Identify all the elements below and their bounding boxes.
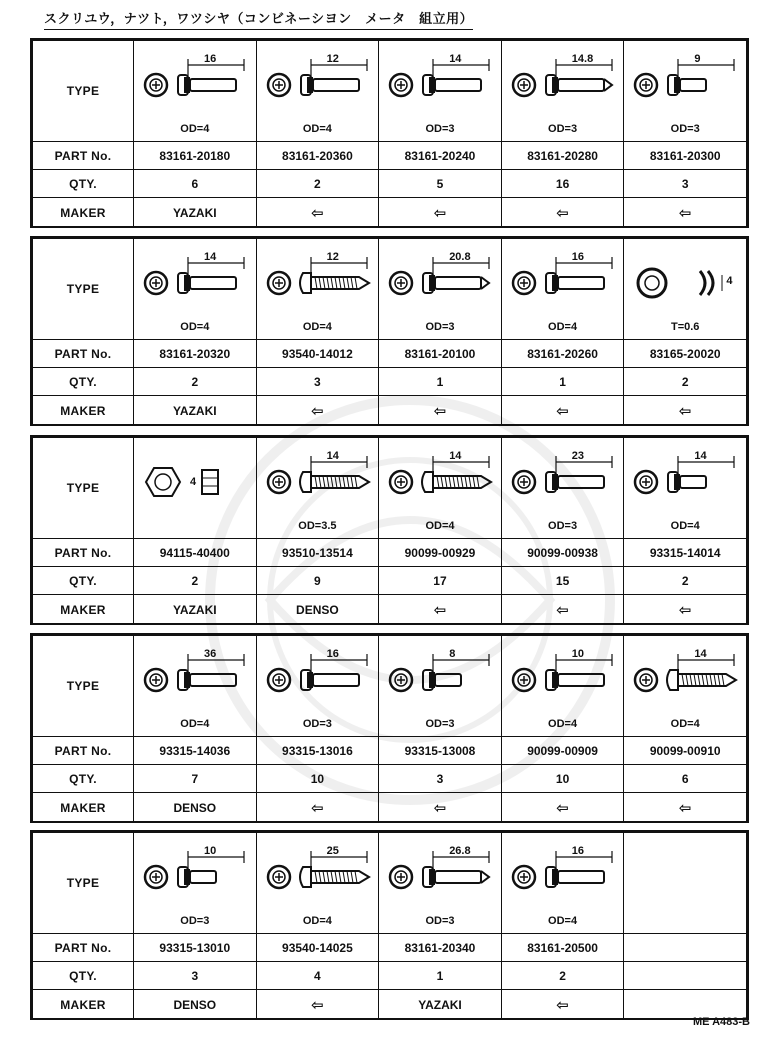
type-cell: [501, 636, 624, 737]
outer-diameter-label: OD=3: [548, 520, 578, 532]
part-number-cell: 90099-00910: [624, 737, 747, 765]
outer-diameter-label: OD=3: [548, 123, 578, 135]
outer-diameter-label: OD=4: [302, 321, 332, 333]
table-row-qty: [33, 962, 747, 990]
maker-cell: [379, 595, 502, 625]
length-dimension-label: 14: [694, 648, 707, 660]
row-label-part-no: PART No.: [33, 340, 134, 368]
table-row-maker: [33, 595, 747, 625]
type-cell: [134, 833, 257, 934]
part-number-cell: 83161-20500: [501, 934, 624, 962]
outer-diameter-label: OD=3: [425, 321, 455, 333]
maker-cell: DENSO: [134, 793, 257, 823]
part-number-cell: 93315-13008: [379, 737, 502, 765]
same-as-left-arrow-icon: ⇦: [678, 799, 692, 817]
table-row-qty: [33, 170, 747, 198]
screw-part-icon: [140, 249, 250, 307]
maker-cell: [379, 396, 502, 426]
length-dimension-label: 26.8: [449, 845, 471, 857]
row-label-part-no: PART No.: [33, 934, 134, 962]
length-dimension-label: 16: [326, 648, 339, 660]
quantity-cell: 10: [256, 765, 379, 793]
same-as-left-arrow-icon: ⇦: [433, 204, 447, 222]
part-number-cell: 83161-20280: [501, 142, 624, 170]
parts-table: [32, 238, 747, 426]
type-cell: [379, 636, 502, 737]
maker-cell: [624, 990, 747, 1020]
outer-diameter-label: OD=4: [425, 520, 455, 532]
outer-diameter-label: OD=4: [180, 718, 210, 730]
type-cell: [256, 438, 379, 539]
length-dimension-label: 9: [694, 53, 701, 65]
length-dimension-label: 14.8: [571, 53, 594, 65]
row-label-part-no: PART No.: [33, 142, 134, 170]
length-dimension-label: 14: [694, 450, 707, 462]
row-label-part-no: PART No.: [33, 539, 134, 567]
length-dimension-label: 16: [204, 53, 217, 65]
outer-diameter-label: OD=3: [425, 123, 455, 135]
parts-block: [30, 435, 749, 625]
pointed-screw-part-icon: [385, 843, 495, 901]
row-label-type: TYPE: [33, 438, 134, 539]
row-label-qty: QTY.: [33, 765, 134, 793]
row-label-qty: QTY.: [33, 368, 134, 396]
maker-cell: DENSO: [256, 595, 379, 625]
parts-block: [30, 38, 749, 228]
maker-cell: [501, 990, 624, 1020]
quantity-cell: 7: [134, 765, 257, 793]
type-cell: [134, 636, 257, 737]
outer-diameter-label: OD=4: [548, 718, 578, 730]
part-number-cell: 90099-00929: [379, 539, 502, 567]
tapping-part-icon: [263, 843, 373, 901]
maker-cell: YAZAKI: [379, 990, 502, 1020]
part-number-cell: [624, 934, 747, 962]
short-screw-part-icon: [630, 448, 740, 506]
table-row-maker: [33, 198, 747, 228]
parts-table: [32, 635, 747, 823]
quantity-cell: 3: [379, 765, 502, 793]
outer-diameter-label: OD=4: [548, 915, 578, 927]
part-number-cell: 93315-14014: [624, 539, 747, 567]
quantity-cell: 1: [379, 962, 502, 990]
maker-cell: [501, 793, 624, 823]
maker-cell: [256, 396, 379, 426]
length-dimension-label: 10: [204, 845, 217, 857]
quantity-cell: 6: [134, 170, 257, 198]
table-row-type: [33, 833, 747, 934]
table-row-qty: [33, 765, 747, 793]
same-as-left-arrow-icon: ⇦: [556, 996, 569, 1014]
part-number-cell: 83161-20180: [134, 142, 257, 170]
table-row-maker: [33, 793, 747, 823]
quantity-cell: 3: [134, 962, 257, 990]
outer-diameter-label: OD=4: [670, 520, 700, 532]
parts-block: [30, 236, 749, 426]
screw-part-icon: [508, 646, 618, 704]
part-number-cell: 90099-00909: [501, 737, 624, 765]
screw-part-icon: [263, 51, 373, 109]
outer-diameter-label: OD=3: [180, 915, 210, 927]
type-cell: [501, 438, 624, 539]
maker-cell: YAZAKI: [134, 198, 257, 228]
same-as-left-arrow-icon: ⇦: [678, 204, 692, 222]
type-cell: [501, 239, 624, 340]
row-label-maker: MAKER: [33, 990, 134, 1020]
type-cell: [256, 41, 379, 142]
type-cell: [134, 41, 257, 142]
screw-part-icon: [385, 51, 495, 109]
row-label-maker: MAKER: [33, 595, 134, 625]
parts-block: [30, 633, 749, 823]
table-row-part-no: [33, 737, 747, 765]
table-row-part-no: [33, 340, 747, 368]
quantity-cell: [624, 962, 747, 990]
maker-cell: YAZAKI: [134, 396, 257, 426]
table-row-maker: [33, 396, 747, 426]
type-cell: [134, 438, 257, 539]
type-cell: [256, 239, 379, 340]
part-number-cell: 83165-20020: [624, 340, 747, 368]
maker-cell: [256, 793, 379, 823]
length-dimension-label: 16: [571, 251, 585, 263]
table-row-maker: [33, 990, 747, 1020]
part-number-cell: 83161-20260: [501, 340, 624, 368]
outer-diameter-label: OD=4: [670, 718, 700, 730]
type-cell: [256, 636, 379, 737]
part-number-cell: 93540-14025: [256, 934, 379, 962]
maker-cell: [624, 198, 747, 228]
type-cell: [379, 833, 502, 934]
maker-cell: [379, 793, 502, 823]
outer-diameter-label: OD=3.5: [298, 520, 337, 532]
part-number-cell: 83161-20240: [379, 142, 502, 170]
outer-diameter-label: OD=3: [425, 915, 455, 927]
part-number-cell: 93315-13010: [134, 934, 257, 962]
same-as-left-arrow-icon: ⇦: [311, 402, 324, 420]
row-label-type: TYPE: [33, 636, 134, 737]
length-dimension-label: 4: [190, 476, 197, 488]
part-number-cell: 93315-13016: [256, 737, 379, 765]
part-number-cell: 90099-00938: [501, 539, 624, 567]
type-cell: [256, 833, 379, 934]
spring-washer-part-icon: [630, 249, 740, 307]
quantity-cell: 6: [624, 765, 747, 793]
page-title: スクリユウ，ナツト，ワツシヤ（コンビネーシヨン メータ 組立用）: [44, 8, 473, 30]
table-row-type: [33, 438, 747, 539]
maker-cell: [624, 793, 747, 823]
length-dimension-label: 12: [326, 251, 339, 263]
same-as-left-arrow-icon: ⇦: [556, 601, 569, 619]
same-as-left-arrow-icon: ⇦: [556, 799, 569, 817]
tapping-part-icon: [630, 646, 740, 704]
same-as-left-arrow-icon: ⇦: [311, 996, 324, 1014]
length-dimension-label: 16: [571, 845, 585, 857]
type-cell: [624, 636, 747, 737]
quantity-cell: 4: [256, 962, 379, 990]
quantity-cell: 2: [624, 368, 747, 396]
parts-block: [30, 830, 749, 1020]
same-as-left-arrow-icon: ⇦: [433, 402, 447, 420]
length-dimension-label: 20.8: [449, 251, 471, 263]
row-label-maker: MAKER: [33, 793, 134, 823]
table-row-part-no: [33, 934, 747, 962]
part-number-cell: 83161-20300: [624, 142, 747, 170]
row-label-type: TYPE: [33, 239, 134, 340]
row-label-type: TYPE: [33, 833, 134, 934]
length-dimension-label: 14: [449, 53, 462, 65]
outer-diameter-label: OD=3: [425, 718, 455, 730]
part-number-cell: 83161-20340: [379, 934, 502, 962]
maker-cell: DENSO: [134, 990, 257, 1020]
type-cell: [379, 41, 502, 142]
quantity-cell: 17: [379, 567, 502, 595]
outer-diameter-label: OD=3: [302, 718, 332, 730]
table-row-qty: [33, 567, 747, 595]
length-dimension-label: 14: [449, 450, 462, 462]
parts-table: [32, 437, 747, 625]
length-dimension-label: 12: [326, 53, 339, 65]
parts-table: [32, 832, 747, 1020]
type-cell: [624, 239, 747, 340]
quantity-cell: 1: [379, 368, 502, 396]
screw-part-icon: [263, 646, 373, 704]
screw-part-icon: [140, 51, 250, 109]
type-cell: [624, 41, 747, 142]
quantity-cell: 3: [256, 368, 379, 396]
part-number-cell: 93540-14012: [256, 340, 379, 368]
row-label-qty: QTY.: [33, 567, 134, 595]
row-label-part-no: PART No.: [33, 737, 134, 765]
same-as-left-arrow-icon: ⇦: [556, 402, 569, 420]
same-as-left-arrow-icon: ⇦: [678, 601, 692, 619]
table-row-qty: [33, 368, 747, 396]
quantity-cell: 3: [624, 170, 747, 198]
part-number-cell: 83161-20360: [256, 142, 379, 170]
pointed-screw-part-icon: [508, 51, 618, 109]
same-as-left-arrow-icon: ⇦: [433, 799, 447, 817]
tapping-part-icon: [263, 249, 373, 307]
same-as-left-arrow-icon: ⇦: [556, 204, 569, 222]
quantity-cell: 9: [256, 567, 379, 595]
length-dimension-label: 25: [326, 845, 339, 857]
quantity-cell: 15: [501, 567, 624, 595]
type-cell: [624, 438, 747, 539]
length-dimension-label: 36: [204, 648, 217, 660]
tapping-part-icon: [263, 448, 373, 506]
quantity-cell: 2: [134, 368, 257, 396]
screw-part-icon: [140, 646, 250, 704]
length-dimension-label: 8: [449, 648, 456, 660]
maker-cell: [256, 990, 379, 1020]
table-row-type: [33, 41, 747, 142]
quantity-cell: 2: [501, 962, 624, 990]
outer-diameter-label: OD=3: [670, 123, 700, 135]
length-dimension-label: 14: [326, 450, 339, 462]
same-as-left-arrow-icon: ⇦: [678, 402, 692, 420]
length-dimension-label: 4: [726, 275, 733, 287]
maker-cell: [624, 595, 747, 625]
row-label-qty: QTY.: [33, 170, 134, 198]
part-number-cell: 83161-20100: [379, 340, 502, 368]
same-as-left-arrow-icon: ⇦: [311, 799, 324, 817]
quantity-cell: 10: [501, 765, 624, 793]
parts-table: [32, 40, 747, 228]
outer-diameter-label: OD=4: [548, 321, 578, 333]
screw-part-icon: [508, 249, 618, 307]
type-cell: [134, 239, 257, 340]
length-dimension-label: 10: [571, 648, 585, 660]
outer-diameter-label: OD=4: [180, 321, 210, 333]
short-screw-part-icon: [630, 51, 740, 109]
row-label-maker: MAKER: [33, 198, 134, 228]
table-row-type: [33, 636, 747, 737]
quantity-cell: 2: [624, 567, 747, 595]
pointed-screw-part-icon: [385, 249, 495, 307]
part-number-cell: 93315-14036: [134, 737, 257, 765]
maker-cell: [379, 198, 502, 228]
row-label-type: TYPE: [33, 41, 134, 142]
type-cell: [501, 41, 624, 142]
quantity-cell: 1: [501, 368, 624, 396]
quantity-cell: 16: [501, 170, 624, 198]
same-as-left-arrow-icon: ⇦: [311, 204, 324, 222]
type-cell: [624, 833, 747, 934]
type-cell: [379, 239, 502, 340]
quantity-cell: 5: [379, 170, 502, 198]
tapping-part-icon: [385, 448, 495, 506]
maker-cell: [624, 396, 747, 426]
table-row-type: [33, 239, 747, 340]
short-screw-part-icon: [140, 843, 250, 901]
outer-diameter-label: OD=4: [302, 123, 332, 135]
maker-cell: [256, 198, 379, 228]
maker-cell: [501, 595, 624, 625]
reference-code: ME A483-B: [692, 1016, 750, 1028]
part-number-cell: 93510-13514: [256, 539, 379, 567]
type-cell: [501, 833, 624, 934]
quantity-cell: 2: [134, 567, 257, 595]
screw-part-icon: [508, 448, 618, 506]
length-dimension-label: 23: [571, 450, 585, 462]
length-dimension-label: 14: [204, 251, 217, 263]
row-label-maker: MAKER: [33, 396, 134, 426]
maker-cell: YAZAKI: [134, 595, 257, 625]
same-as-left-arrow-icon: ⇦: [433, 601, 447, 619]
part-number-cell: 83161-20320: [134, 340, 257, 368]
table-row-part-no: [33, 142, 747, 170]
maker-cell: [501, 198, 624, 228]
outer-diameter-label: OD=4: [180, 123, 210, 135]
outer-diameter-label: OD=4: [302, 915, 332, 927]
table-row-part-no: [33, 539, 747, 567]
quantity-cell: 2: [256, 170, 379, 198]
maker-cell: [501, 396, 624, 426]
screw-part-icon: [508, 843, 618, 901]
type-cell: [379, 438, 502, 539]
short-screw-part-icon: [385, 646, 495, 704]
row-label-qty: QTY.: [33, 962, 134, 990]
outer-diameter-label: T=0.6: [670, 321, 700, 333]
part-number-cell: 94115-40400: [134, 539, 257, 567]
